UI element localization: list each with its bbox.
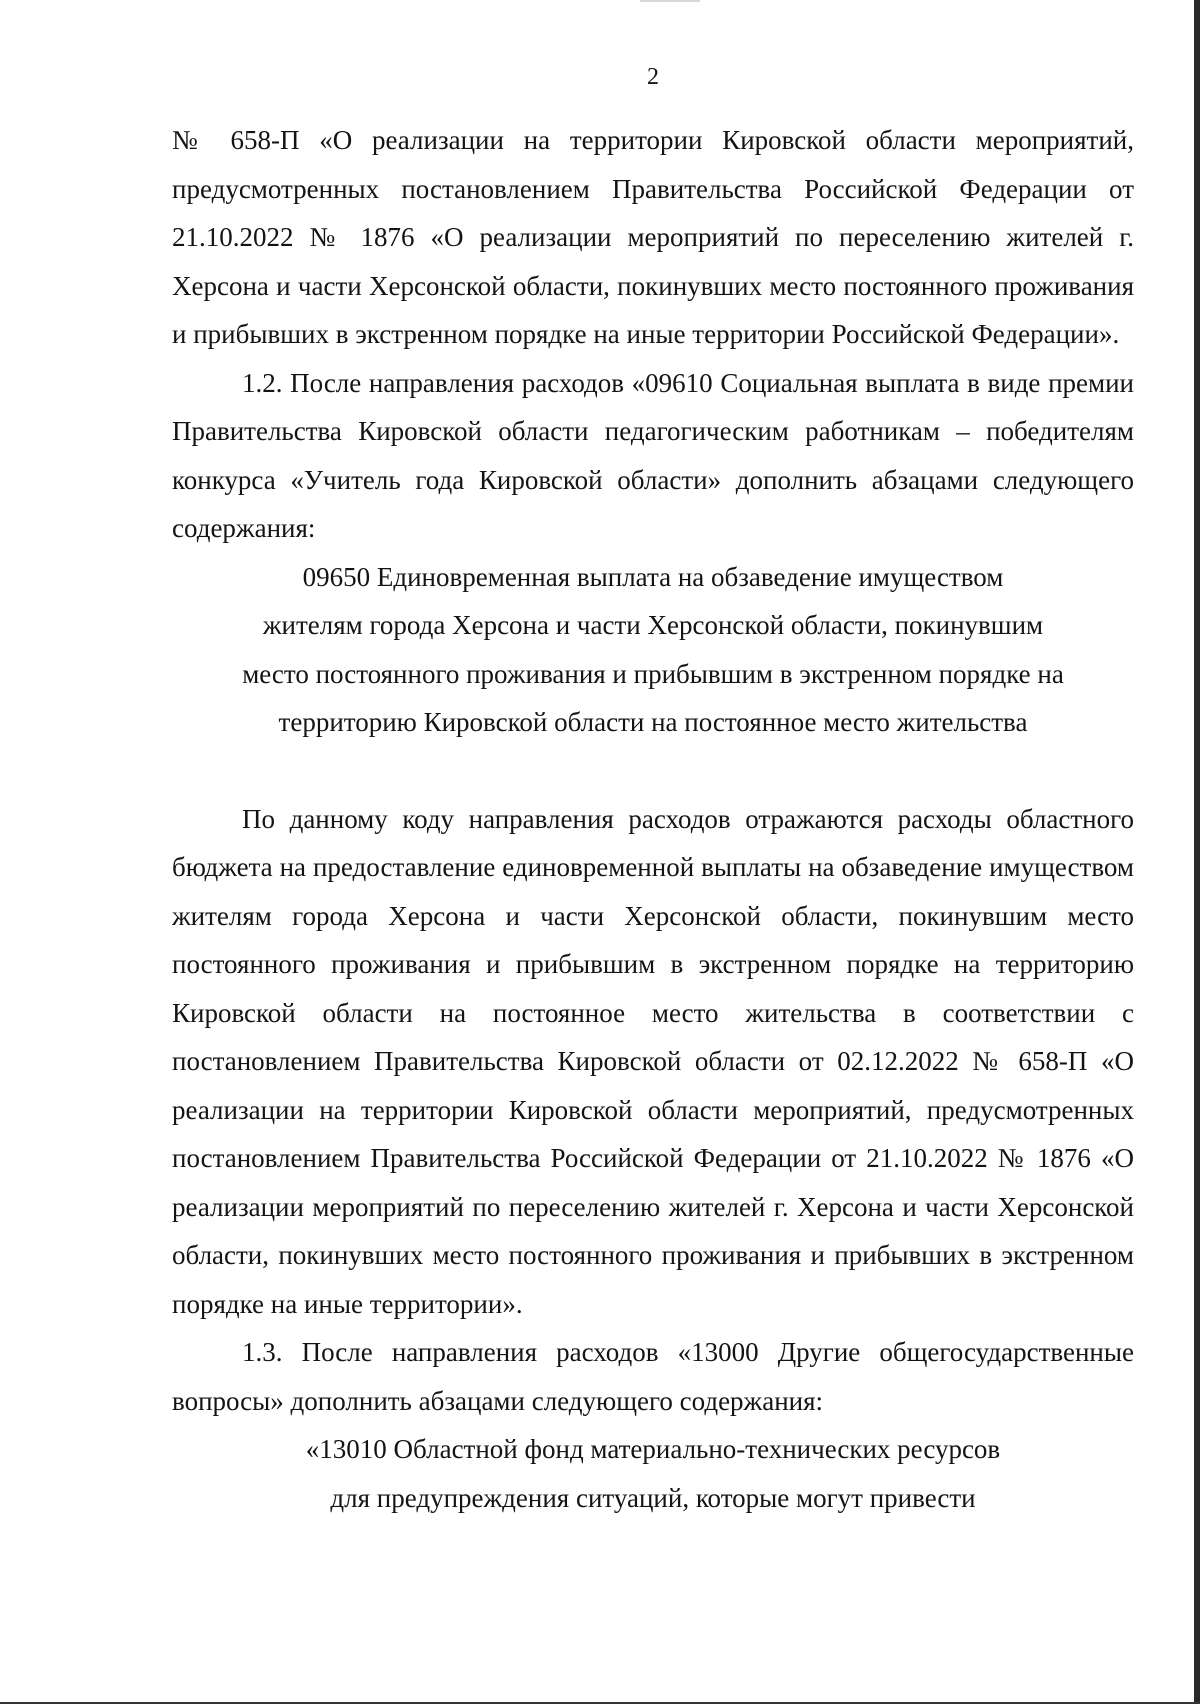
paragraph-description: По данному коду направления расходов отражаются расходы областного бюджета на предоставление единовременной выплаты на обзаведение имуществом жителям города Херсона и части Херсонской области, покинувшим место постоянного проживания и прибывшим в экстренном порядке на территорию Кировской области на постоянное место жительства в соответствии с постановлением Правительства Кировской области от 02.12.2022 № 658-П «О реализации на территории Кировской области мероприятий, предусмотренных постановлением Правительства Российской Федерации от 21.10.2022 № 1876 «О реализации мероприятий по переселению жителей г. Херсона и части Херсонской области, покинувших место постоянного проживания и прибывших в экстренном порядке на иные территории». bbox=[172, 803, 1134, 1319]
page-number: 2 bbox=[647, 64, 659, 90]
paragraph-continuation: № 658-П «О реализации на территории Кировской области мероприятий, предусмотренных постановлением Правительства Российской Федерации от 21.10.2022 № 1876 «О реализации мероприятий по переселению жителей г. Херсона и части Херсонской области, покинувших место постоянного проживания и прибывших в экстренном порядке на иные территории Российской Федерации». bbox=[172, 125, 1134, 349]
paragraph-1-2: 1.2. После направления расходов «09610 Социальная выплата в виде премии Правительства Кировской области педагогическим работникам – победителям конкурса «Учитель года Кировской области» дополнить абзацами следующего содержания: bbox=[172, 367, 1134, 543]
scan-edge-right bbox=[1194, 0, 1200, 1704]
paragraph-1-3: 1.3. После направления расходов «13000 Другие общегосударственные вопросы» дополнить абзацами следующего содержания: bbox=[172, 1337, 1134, 1416]
scan-artifact bbox=[640, 0, 700, 2]
heading-line: жителям города Херсона и части Херсонской области, покинувшим bbox=[262, 610, 1044, 640]
section-heading-09650 bbox=[172, 553, 1134, 747]
heading-line: место постоянного проживания и прибывшим в экстренном порядке на bbox=[242, 658, 1064, 689]
heading-line: для предупреждения ситуаций, которые могут привести bbox=[330, 1482, 976, 1513]
heading-line: «13010 Областной фонд материально-технических ресурсов bbox=[305, 1434, 1001, 1464]
document-body bbox=[172, 116, 1134, 1522]
heading-line: 09650 Единовременная выплата на обзаведение имуществом bbox=[302, 561, 1004, 592]
heading-line: территорию Кировской области на постоянное место жительства bbox=[278, 707, 1028, 737]
section-heading-13010 bbox=[172, 1425, 1134, 1522]
